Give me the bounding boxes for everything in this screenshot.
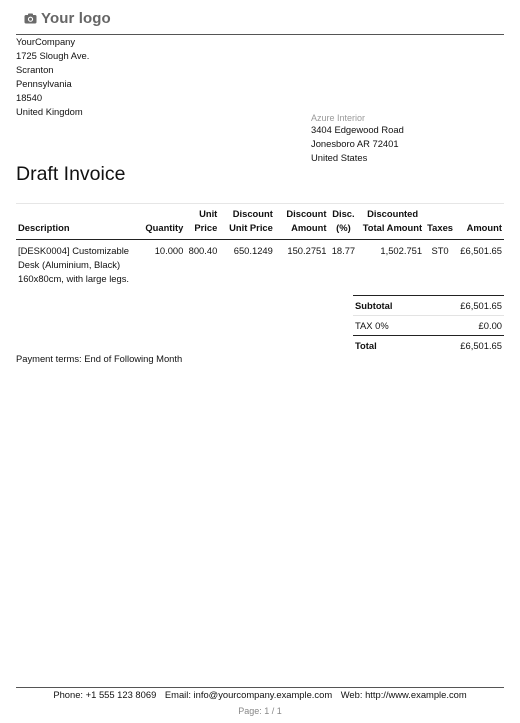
company-state: Pennsylvania (16, 78, 72, 89)
client-address (311, 110, 404, 165)
table-header-row (16, 204, 504, 240)
line-amount: £6,501.65 (460, 245, 502, 256)
total-value: £6,501.65 (460, 340, 502, 351)
col-unit-price: Unit Price (185, 204, 219, 240)
footer-phone: Phone: +1 555 123 8069 (53, 689, 157, 700)
company-logo (24, 10, 111, 27)
total-label: Total (355, 340, 377, 351)
line-discount-pct: 18.77 (331, 245, 356, 256)
company-name: YourCompany (16, 36, 76, 47)
line-description: [DESK0004] Customizable Desk (Aluminium, Black) 160x80cm, with large legs. (18, 245, 129, 284)
tax-value: £0.00 (478, 320, 502, 331)
footer-web: Web: http://www.example.com (340, 689, 467, 700)
table-row (16, 240, 504, 291)
footer-contact (16, 689, 504, 700)
col-discounted-total: Discounted Total Amount (358, 204, 424, 240)
tax-label: TAX 0% (355, 320, 389, 331)
line-quantity: 10.000 (154, 245, 184, 256)
company-address (16, 35, 89, 119)
totals-block (353, 295, 504, 355)
client-street: 3404 Edgewood Road (311, 124, 404, 135)
company-country: United Kingdom (16, 106, 83, 117)
company-street: 1725 Slough Ave. (16, 50, 90, 61)
subtotal-row (353, 295, 504, 315)
footer-divider (16, 687, 504, 688)
line-unit-price: 800.40 (188, 245, 218, 256)
invoice-lines-table (16, 203, 504, 290)
line-taxes: ST0 (431, 245, 449, 256)
payment-terms: Payment terms: End of Following Month (16, 353, 183, 364)
client-name-partial: Azure Interior (311, 113, 366, 123)
line-discount-amount: 150.2751 (287, 245, 327, 256)
line-discount-unit-price: 650.1249 (233, 245, 273, 256)
col-discount-pct: Disc. (%) (328, 204, 358, 240)
client-country: United States (311, 152, 368, 163)
camera-icon (24, 13, 37, 24)
subtotal-label: Subtotal (355, 300, 393, 311)
company-city: Scranton (16, 64, 54, 75)
subtotal-value: £6,501.65 (460, 300, 502, 311)
footer-email: Email: info@yourcompany.example.com (164, 689, 333, 700)
col-taxes: Taxes (424, 204, 456, 240)
col-description: Description (16, 204, 141, 240)
logo-text: Your logo (41, 10, 111, 27)
line-discounted-total: 1,502.751 (380, 245, 423, 256)
invoice-title: Draft Invoice (16, 163, 126, 185)
tax-row (353, 315, 504, 335)
col-amount: Amount (456, 204, 504, 240)
client-city: Jonesboro AR 72401 (311, 138, 399, 149)
col-discount-amount: Discount Amount (275, 204, 329, 240)
col-quantity: Quantity (141, 204, 185, 240)
total-row (353, 335, 504, 355)
col-discount-unit-price: Discount Unit Price (219, 204, 275, 240)
company-zip: 18540 (16, 92, 43, 103)
page-number: Page: 1 / 1 (238, 706, 282, 716)
